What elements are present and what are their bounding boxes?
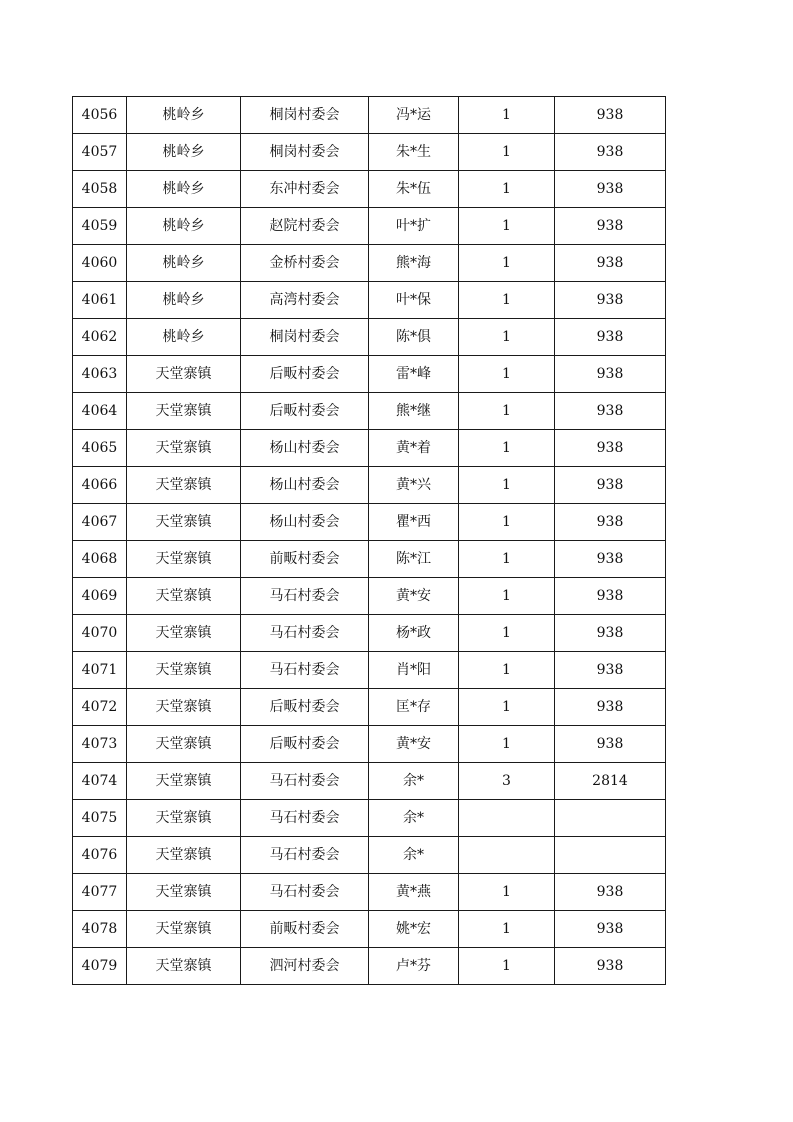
village-committee-cell: 前畈村委会 [241, 541, 369, 578]
township-cell: 天堂寨镇 [127, 837, 241, 874]
headcount-cell: 3 [459, 763, 555, 800]
table-row [73, 874, 666, 911]
person-name-cell: 熊*继 [369, 393, 459, 430]
headcount-cell: 1 [459, 467, 555, 504]
row-number-cell: 4077 [73, 874, 127, 911]
table-row [73, 171, 666, 208]
person-name-cell: 冯*运 [369, 97, 459, 134]
headcount-cell [459, 800, 555, 837]
table-row [73, 97, 666, 134]
amount-cell: 938 [555, 652, 666, 689]
amount-cell: 938 [555, 578, 666, 615]
row-number-cell: 4063 [73, 356, 127, 393]
headcount-cell: 1 [459, 541, 555, 578]
amount-cell [555, 837, 666, 874]
township-cell: 天堂寨镇 [127, 689, 241, 726]
row-number-cell: 4071 [73, 652, 127, 689]
township-cell: 天堂寨镇 [127, 874, 241, 911]
table-row [73, 282, 666, 319]
headcount-cell: 1 [459, 689, 555, 726]
table-row [73, 504, 666, 541]
table-row [73, 948, 666, 985]
person-name-cell: 雷*峰 [369, 356, 459, 393]
township-cell: 桃岭乡 [127, 245, 241, 282]
table-row [73, 393, 666, 430]
headcount-cell: 1 [459, 319, 555, 356]
row-number-cell: 4079 [73, 948, 127, 985]
village-committee-cell: 赵院村委会 [241, 208, 369, 245]
township-cell: 桃岭乡 [127, 171, 241, 208]
headcount-cell: 1 [459, 393, 555, 430]
township-cell: 天堂寨镇 [127, 615, 241, 652]
person-name-cell: 余* [369, 800, 459, 837]
table-row [73, 356, 666, 393]
row-number-cell: 4069 [73, 578, 127, 615]
township-cell: 天堂寨镇 [127, 356, 241, 393]
village-committee-cell: 后畈村委会 [241, 726, 369, 763]
township-cell: 桃岭乡 [127, 319, 241, 356]
headcount-cell: 1 [459, 578, 555, 615]
village-committee-cell: 后畈村委会 [241, 393, 369, 430]
table-row [73, 134, 666, 171]
village-committee-cell: 桐岗村委会 [241, 319, 369, 356]
roster-table-body [73, 97, 666, 985]
amount-cell: 938 [555, 911, 666, 948]
row-number-cell: 4068 [73, 541, 127, 578]
person-name-cell: 姚*宏 [369, 911, 459, 948]
headcount-cell: 1 [459, 726, 555, 763]
amount-cell: 938 [555, 208, 666, 245]
headcount-cell: 1 [459, 652, 555, 689]
table-row [73, 615, 666, 652]
amount-cell: 938 [555, 97, 666, 134]
village-committee-cell: 马石村委会 [241, 652, 369, 689]
row-number-cell: 4057 [73, 134, 127, 171]
headcount-cell: 1 [459, 504, 555, 541]
row-number-cell: 4078 [73, 911, 127, 948]
township-cell: 天堂寨镇 [127, 948, 241, 985]
township-cell: 天堂寨镇 [127, 652, 241, 689]
headcount-cell: 1 [459, 430, 555, 467]
village-committee-cell: 杨山村委会 [241, 467, 369, 504]
person-name-cell: 黄*着 [369, 430, 459, 467]
amount-cell: 938 [555, 615, 666, 652]
row-number-cell: 4062 [73, 319, 127, 356]
row-number-cell: 4056 [73, 97, 127, 134]
row-number-cell: 4073 [73, 726, 127, 763]
amount-cell: 938 [555, 171, 666, 208]
table-row [73, 208, 666, 245]
person-name-cell: 匡*存 [369, 689, 459, 726]
village-committee-cell: 桐岗村委会 [241, 134, 369, 171]
headcount-cell: 1 [459, 948, 555, 985]
amount-cell: 938 [555, 393, 666, 430]
table-row [73, 837, 666, 874]
headcount-cell: 1 [459, 874, 555, 911]
village-committee-cell: 桐岗村委会 [241, 97, 369, 134]
township-cell: 桃岭乡 [127, 208, 241, 245]
amount-cell: 938 [555, 430, 666, 467]
row-number-cell: 4060 [73, 245, 127, 282]
amount-cell: 938 [555, 948, 666, 985]
village-committee-cell: 马石村委会 [241, 874, 369, 911]
township-cell: 天堂寨镇 [127, 800, 241, 837]
township-cell: 天堂寨镇 [127, 911, 241, 948]
amount-cell: 938 [555, 874, 666, 911]
village-committee-cell: 前畈村委会 [241, 911, 369, 948]
village-committee-cell: 后畈村委会 [241, 356, 369, 393]
township-cell: 天堂寨镇 [127, 430, 241, 467]
person-name-cell: 熊*海 [369, 245, 459, 282]
township-cell: 桃岭乡 [127, 282, 241, 319]
village-committee-cell: 杨山村委会 [241, 430, 369, 467]
village-committee-cell: 高湾村委会 [241, 282, 369, 319]
amount-cell: 938 [555, 356, 666, 393]
amount-cell: 938 [555, 689, 666, 726]
person-name-cell: 叶*扩 [369, 208, 459, 245]
row-number-cell: 4074 [73, 763, 127, 800]
row-number-cell: 4065 [73, 430, 127, 467]
person-name-cell: 肖*阳 [369, 652, 459, 689]
village-committee-cell: 杨山村委会 [241, 504, 369, 541]
row-number-cell: 4072 [73, 689, 127, 726]
headcount-cell: 1 [459, 208, 555, 245]
amount-cell: 938 [555, 541, 666, 578]
table-row [73, 430, 666, 467]
amount-cell: 938 [555, 134, 666, 171]
table-row [73, 689, 666, 726]
township-cell: 天堂寨镇 [127, 763, 241, 800]
table-row [73, 578, 666, 615]
amount-cell: 938 [555, 726, 666, 763]
village-committee-cell: 马石村委会 [241, 763, 369, 800]
row-number-cell: 4076 [73, 837, 127, 874]
person-name-cell: 余* [369, 763, 459, 800]
table-row [73, 763, 666, 800]
village-committee-cell: 马石村委会 [241, 800, 369, 837]
person-name-cell: 叶*保 [369, 282, 459, 319]
headcount-cell: 1 [459, 356, 555, 393]
township-cell: 天堂寨镇 [127, 578, 241, 615]
village-committee-cell: 马石村委会 [241, 837, 369, 874]
village-committee-cell: 东冲村委会 [241, 171, 369, 208]
row-number-cell: 4061 [73, 282, 127, 319]
amount-cell: 2814 [555, 763, 666, 800]
table-row [73, 652, 666, 689]
township-cell: 天堂寨镇 [127, 504, 241, 541]
headcount-cell: 1 [459, 171, 555, 208]
table-row [73, 911, 666, 948]
row-number-cell: 4064 [73, 393, 127, 430]
village-committee-cell: 泗河村委会 [241, 948, 369, 985]
table-row [73, 245, 666, 282]
amount-cell [555, 800, 666, 837]
village-committee-cell: 马石村委会 [241, 615, 369, 652]
person-name-cell: 瞿*西 [369, 504, 459, 541]
person-name-cell: 黄*安 [369, 726, 459, 763]
person-name-cell: 陈*俱 [369, 319, 459, 356]
person-name-cell: 陈*江 [369, 541, 459, 578]
row-number-cell: 4058 [73, 171, 127, 208]
table-row [73, 726, 666, 763]
township-cell: 天堂寨镇 [127, 393, 241, 430]
person-name-cell: 卢*芬 [369, 948, 459, 985]
row-number-cell: 4059 [73, 208, 127, 245]
person-name-cell: 黄*安 [369, 578, 459, 615]
township-cell: 桃岭乡 [127, 134, 241, 171]
person-name-cell: 黄*兴 [369, 467, 459, 504]
township-cell: 天堂寨镇 [127, 467, 241, 504]
table-row [73, 319, 666, 356]
person-name-cell: 朱*伍 [369, 171, 459, 208]
headcount-cell: 1 [459, 911, 555, 948]
row-number-cell: 4067 [73, 504, 127, 541]
township-cell: 天堂寨镇 [127, 726, 241, 763]
headcount-cell: 1 [459, 245, 555, 282]
village-committee-cell: 后畈村委会 [241, 689, 369, 726]
table-row [73, 541, 666, 578]
headcount-cell: 1 [459, 282, 555, 319]
row-number-cell: 4075 [73, 800, 127, 837]
table-row [73, 467, 666, 504]
village-committee-cell: 金桥村委会 [241, 245, 369, 282]
township-cell: 天堂寨镇 [127, 541, 241, 578]
amount-cell: 938 [555, 282, 666, 319]
headcount-cell [459, 837, 555, 874]
amount-cell: 938 [555, 319, 666, 356]
headcount-cell: 1 [459, 134, 555, 171]
table-row [73, 800, 666, 837]
headcount-cell: 1 [459, 97, 555, 134]
village-committee-cell: 马石村委会 [241, 578, 369, 615]
amount-cell: 938 [555, 467, 666, 504]
township-cell: 桃岭乡 [127, 97, 241, 134]
person-name-cell: 余* [369, 837, 459, 874]
row-number-cell: 4066 [73, 467, 127, 504]
person-name-cell: 黄*燕 [369, 874, 459, 911]
row-number-cell: 4070 [73, 615, 127, 652]
person-name-cell: 杨*政 [369, 615, 459, 652]
person-name-cell: 朱*生 [369, 134, 459, 171]
roster-table [72, 96, 666, 985]
amount-cell: 938 [555, 245, 666, 282]
headcount-cell: 1 [459, 615, 555, 652]
amount-cell: 938 [555, 504, 666, 541]
